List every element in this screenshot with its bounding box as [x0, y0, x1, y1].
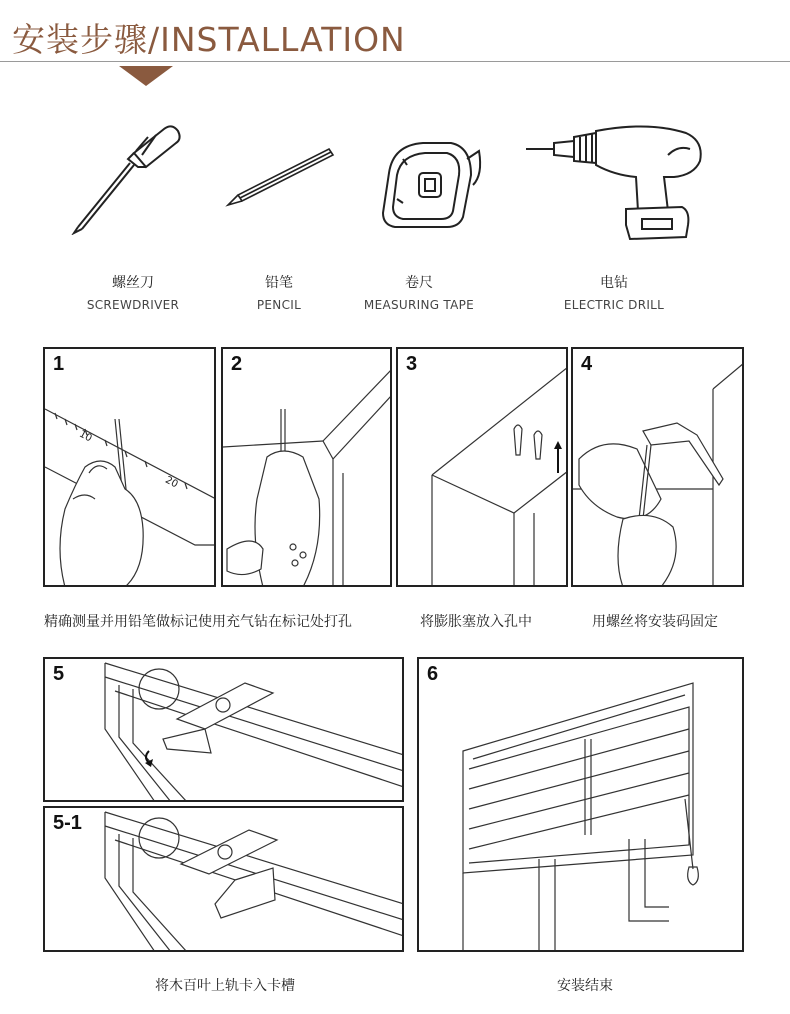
caption-step-5: 将木百叶上轨卡入卡槽 — [155, 978, 295, 994]
header-divider — [0, 61, 790, 62]
ruler-marking-illustration — [45, 349, 216, 587]
triangle-marker-icon — [119, 66, 173, 86]
rail-insert-illustration — [45, 659, 404, 802]
caption-step-4: 用螺丝将安装码固定 — [592, 614, 718, 630]
step-number: 3 — [406, 353, 418, 375]
tool-label-cn: 铅笔 — [265, 275, 293, 291]
tool-label-en: ELECTRIC DRILL — [563, 298, 665, 312]
step-5-panel — [43, 657, 404, 802]
step-number: 1 — [53, 353, 65, 375]
step-2-panel — [221, 347, 392, 587]
tool-label-en: SCREWDRIVER — [86, 298, 180, 312]
tool-label-cn: 螺丝刀 — [112, 275, 154, 291]
tool-label-en: PENCIL — [256, 298, 302, 312]
step-1-panel — [43, 347, 216, 587]
tool-label-cn: 卷尺 — [405, 275, 433, 291]
page-title: 安装步骤/INSTALLATION — [12, 20, 406, 59]
ruler-mark: 20 — [163, 474, 180, 491]
step-6-panel — [417, 657, 744, 952]
step-number: 4 — [581, 353, 593, 375]
tool-label-en: MEASURING TAPE — [363, 298, 475, 312]
caption-step-1-2: 精确测量并用铅笔做标记使用充气钻在标记处打孔 — [44, 614, 352, 630]
wall-anchor-illustration — [398, 349, 568, 587]
measuring-tape-icon — [333, 115, 523, 235]
caption-step-6: 安装结束 — [557, 978, 613, 994]
finished-blind-illustration — [419, 659, 744, 952]
step-number: 5-1 — [53, 812, 82, 834]
electric-drill-icon — [518, 115, 708, 255]
step-number: 5 — [53, 663, 65, 685]
caption-step-3: 将膨胀塞放入孔中 — [420, 614, 532, 630]
rail-locked-illustration — [45, 808, 404, 952]
drilling-illustration — [223, 349, 392, 587]
step-5-1-panel — [43, 806, 404, 952]
step-number: 6 — [427, 663, 439, 685]
ruler-mark: 10 — [77, 428, 94, 445]
step-3-panel — [396, 347, 568, 587]
step-number: 2 — [231, 353, 243, 375]
bracket-fixing-illustration — [573, 349, 744, 587]
tool-label-cn: 电钻 — [600, 275, 628, 291]
step-4-panel — [571, 347, 744, 587]
